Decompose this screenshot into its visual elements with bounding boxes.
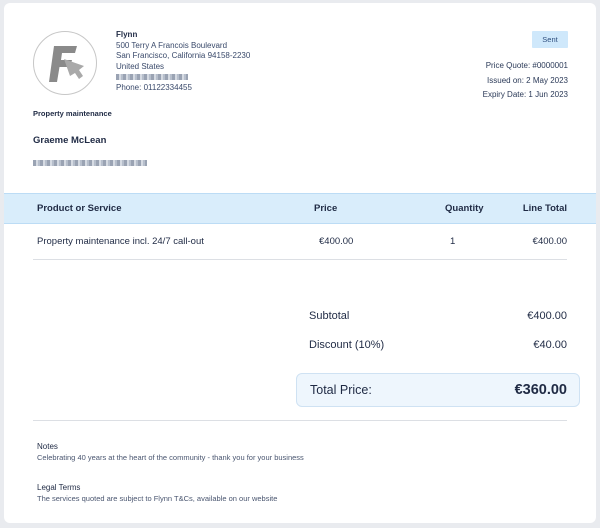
subtotal-label: Subtotal [309,310,350,322]
row-divider [33,259,567,260]
price-quote-document [4,3,596,523]
company-logo [33,31,97,95]
row-product: Property maintenance incl. 24/7 call-out [37,236,204,247]
row-line-total: €400.00 [532,236,567,247]
section-divider [33,420,567,421]
quote-expiry-date: Expiry Date: 1 Jun 2023 [482,90,568,99]
flynn-logo-icon [34,32,96,94]
notes-text: Celebrating 40 years at the heart of the community - thank you for your business [37,453,304,462]
quote-issued-date: Issued on: 2 May 2023 [487,75,568,85]
company-country: United States [116,61,165,71]
discount-value: €40.00 [533,339,567,351]
quote-meta [483,59,568,103]
client-name: Graeme McLean [33,135,107,146]
total-price-value: €360.00 [514,382,567,398]
quote-number: Price Quote: #0000001 [485,61,568,70]
column-header-line-total: Line Total [522,203,567,214]
legal-terms-title: Legal Terms [37,483,81,492]
table-header [4,193,596,224]
row-quantity: 1 [450,236,456,247]
discount-label: Discount (10%) [309,339,385,351]
column-header-quantity: Quantity [445,203,484,214]
company-email-redacted [116,72,250,83]
subtotal-value: €400.00 [527,310,567,322]
notes-title: Notes [37,442,58,451]
total-price-label: Total Price: [310,383,372,397]
legal-terms-text: The services quoted are subject to Flynn T&Cs, available on our website [37,494,278,503]
company-address-line2: San Francisco, California 94158-2230 [116,51,251,60]
status-badge: Sent [532,31,568,48]
company-name: Flynn [116,30,138,39]
column-header-product: Product or Service [37,203,122,214]
company-address-line1: 500 Terry A Francois Boulevard [116,40,228,50]
column-header-price: Price [314,203,338,214]
total-price-box [296,373,580,407]
row-price: €400.00 [319,236,354,247]
client-email-redacted [33,154,147,172]
company-phone: Phone: 01122334455 [116,82,192,92]
company-details [116,30,250,93]
quote-title: Property maintenance [33,109,112,118]
